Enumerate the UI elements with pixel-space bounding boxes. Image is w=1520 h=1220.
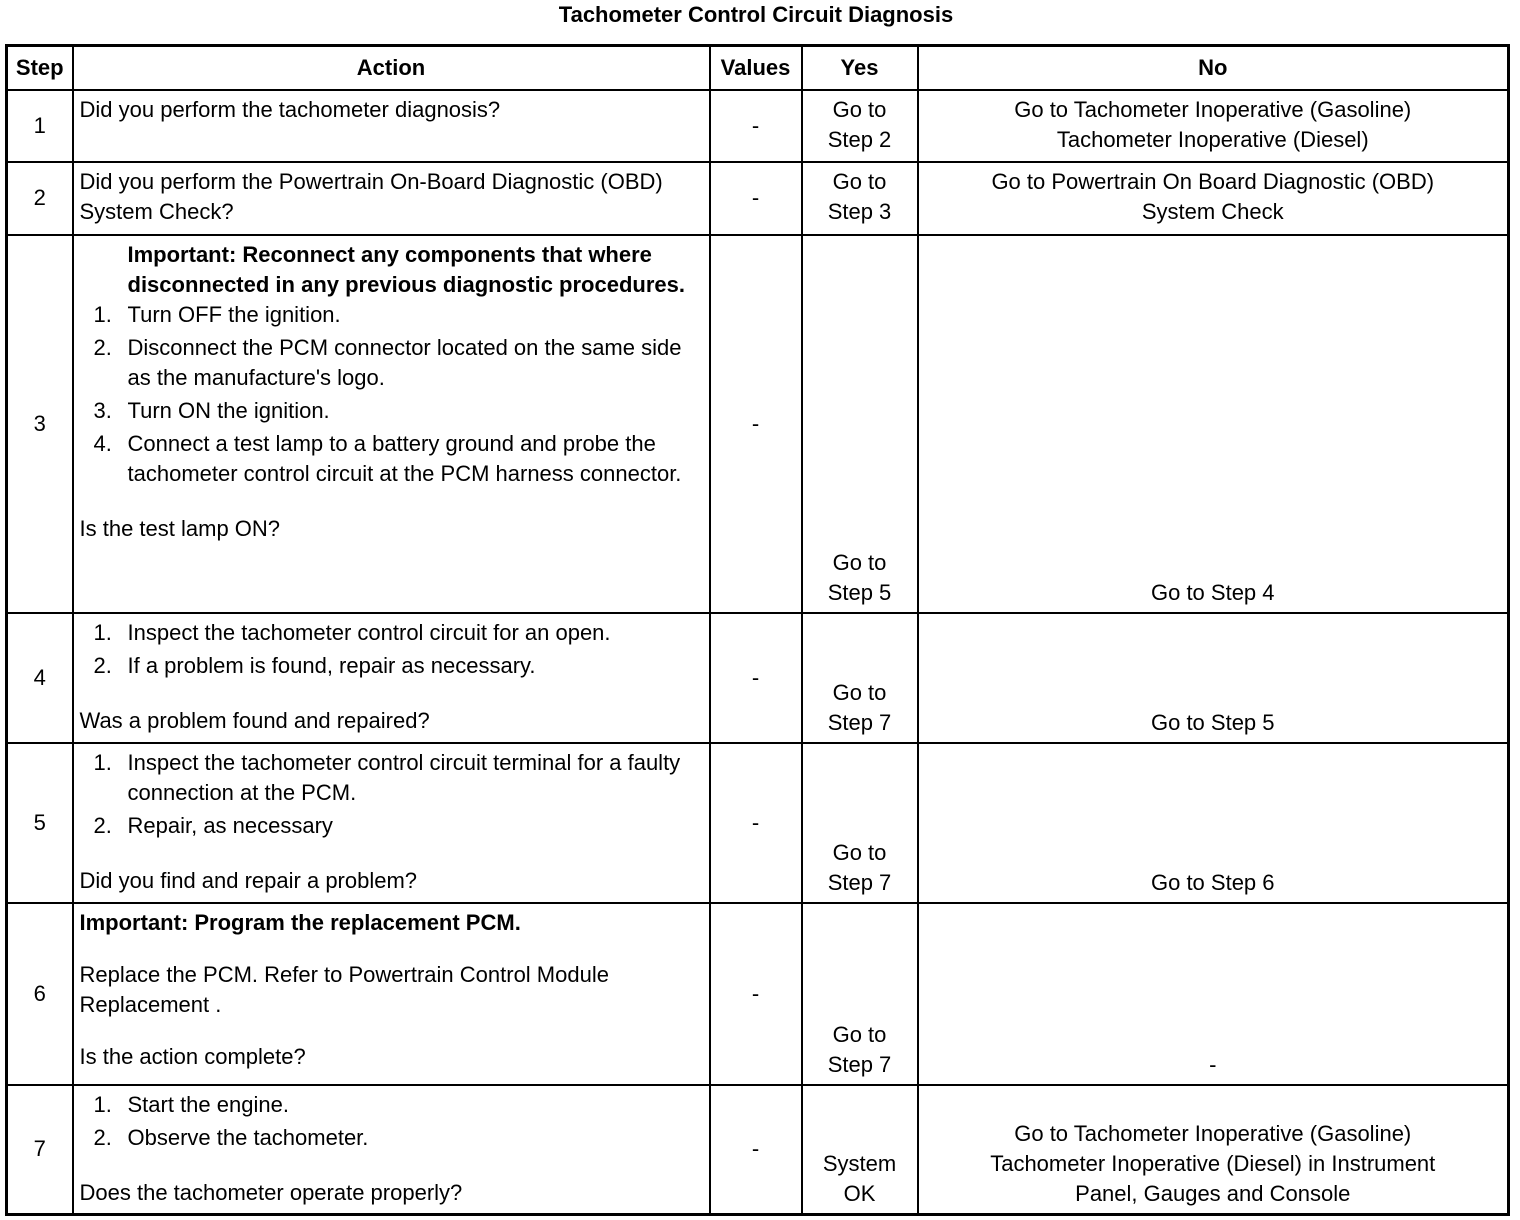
no-line: Go to Tachometer Inoperative (Gasoline) [1014,96,1412,122]
no-line: Go to Powertrain On Board Diagnostic (OBD) [991,168,1435,194]
table-row [7,613,1509,743]
yes-line: Step 7 [827,869,892,895]
important-note: Important: Reconnect any components that where disconnected in any previous diagnostic procedures. [127,241,685,297]
step-number: 4 [7,613,73,743]
step-number: 7 [7,1085,73,1215]
action-cell [73,1085,710,1215]
list-item: 2. If a problem is found, repair as necessary. [93,652,536,678]
action-cell [73,90,710,162]
values-cell: - [710,903,802,1085]
values-cell: - [710,743,802,903]
yes-line: System [822,1151,897,1176]
step-number: 5 [7,743,73,903]
no-line: Go to Step 6 [1150,869,1275,895]
yes-line: Go to [832,839,887,865]
step-number: 2 [7,162,73,235]
values-cell: - [710,613,802,743]
list-item: 4. Connect a test lamp to a battery ground and probe the tachometer control circuit at the PCM harness connector. [93,430,682,486]
step-number: 3 [7,235,73,613]
list-item: 2. Observe the tachometer. [93,1124,369,1150]
no-cell [918,903,1509,1085]
action-steps [80,618,703,681]
yes-line: Go to [832,1021,887,1047]
step-number: 6 [7,903,73,1085]
yes-cell [802,235,918,613]
action-question: Is the action complete? [79,1043,306,1069]
header-values: Values [710,46,802,90]
list-item: 2. Repair, as necessary [93,812,333,838]
table-row [7,743,1509,903]
table-row [7,162,1509,235]
action-cell [73,613,710,743]
yes-line: Step 2 [827,126,892,152]
no-cell [918,162,1509,235]
yes-line: Step 7 [827,709,892,735]
values-cell: - [710,1085,802,1215]
action-cell [73,903,710,1085]
list-item: 1. Inspect the tachometer control circuit for an open. [93,619,611,645]
yes-line: Go to [832,96,887,122]
action-instruction: Replace the PCM. Refer to Powertrain Control Module Replacement . [79,961,609,1017]
action-cell [73,162,710,235]
table-row [7,90,1509,162]
no-line: Panel, Gauges and Console [1075,1181,1351,1206]
no-line: Tachometer Inoperative (Diesel) [1056,126,1369,152]
header-row [7,46,1509,90]
yes-line: OK [843,1181,876,1206]
action-question: Did you perform the tachometer diagnosis? [79,96,501,122]
no-cell [918,90,1509,162]
yes-line: Step 7 [827,1051,892,1077]
yes-line: Step 3 [827,198,892,224]
yes-line: Go to [832,549,887,575]
values-cell: - [710,162,802,235]
yes-cell [802,743,918,903]
no-line: Go to Step 4 [1150,579,1275,605]
important-note: Important: Program the replacement PCM. [79,909,521,935]
yes-line: Step 5 [827,579,892,605]
no-line: Tachometer Inoperative (Diesel) in Instrument [990,1151,1436,1176]
no-cell [918,743,1509,903]
yes-cell [802,90,918,162]
action-question: Does the tachometer operate properly? [79,1179,463,1205]
action-steps [80,748,703,841]
no-line: - [1209,1051,1217,1077]
header-action: Action [73,46,710,90]
list-item: 2. Disconnect the PCM connector located on the same side as the manufacture's logo. [93,334,682,390]
table-row [7,235,1509,613]
action-question: Did you find and repair a problem? [79,867,418,893]
action-steps [80,1090,703,1153]
no-cell [918,613,1509,743]
action-cell [73,743,710,903]
list-item: 1. Inspect the tachometer control circuit terminal for a faulty connection at the PCM. [93,749,681,805]
yes-line: Go to [832,168,887,194]
no-cell [918,1085,1509,1215]
action-cell [73,235,710,613]
step-number: 1 [7,90,73,162]
header-yes: Yes [802,46,918,90]
action-question: Did you perform the Powertrain On-Board Diagnostic (OBD) System Check? [79,168,663,224]
table-row [7,1085,1509,1215]
diagnosis-table [5,44,1510,1216]
table-row [7,903,1509,1085]
values-cell: - [710,90,802,162]
header-no: No [918,46,1509,90]
action-steps [80,300,703,489]
list-item: 1. Start the engine. [93,1091,289,1117]
page-title: Tachometer Control Circuit Diagnosis [558,2,954,27]
action-question: Is the test lamp ON? [79,515,281,541]
values-cell: - [710,235,802,613]
yes-cell [802,903,918,1085]
no-cell [918,235,1509,613]
list-item: 1. Turn OFF the ignition. [93,301,341,327]
header-step: Step [7,46,73,90]
yes-cell [802,613,918,743]
yes-line: Go to [832,679,887,705]
yes-cell [802,162,918,235]
no-line: System Check [1141,198,1284,224]
no-line: Go to Step 5 [1150,709,1275,735]
action-question: Was a problem found and repaired? [79,707,430,733]
no-line: Go to Tachometer Inoperative (Gasoline) [1014,1121,1412,1146]
list-item: 3. Turn ON the ignition. [93,397,330,423]
yes-cell [802,1085,918,1215]
